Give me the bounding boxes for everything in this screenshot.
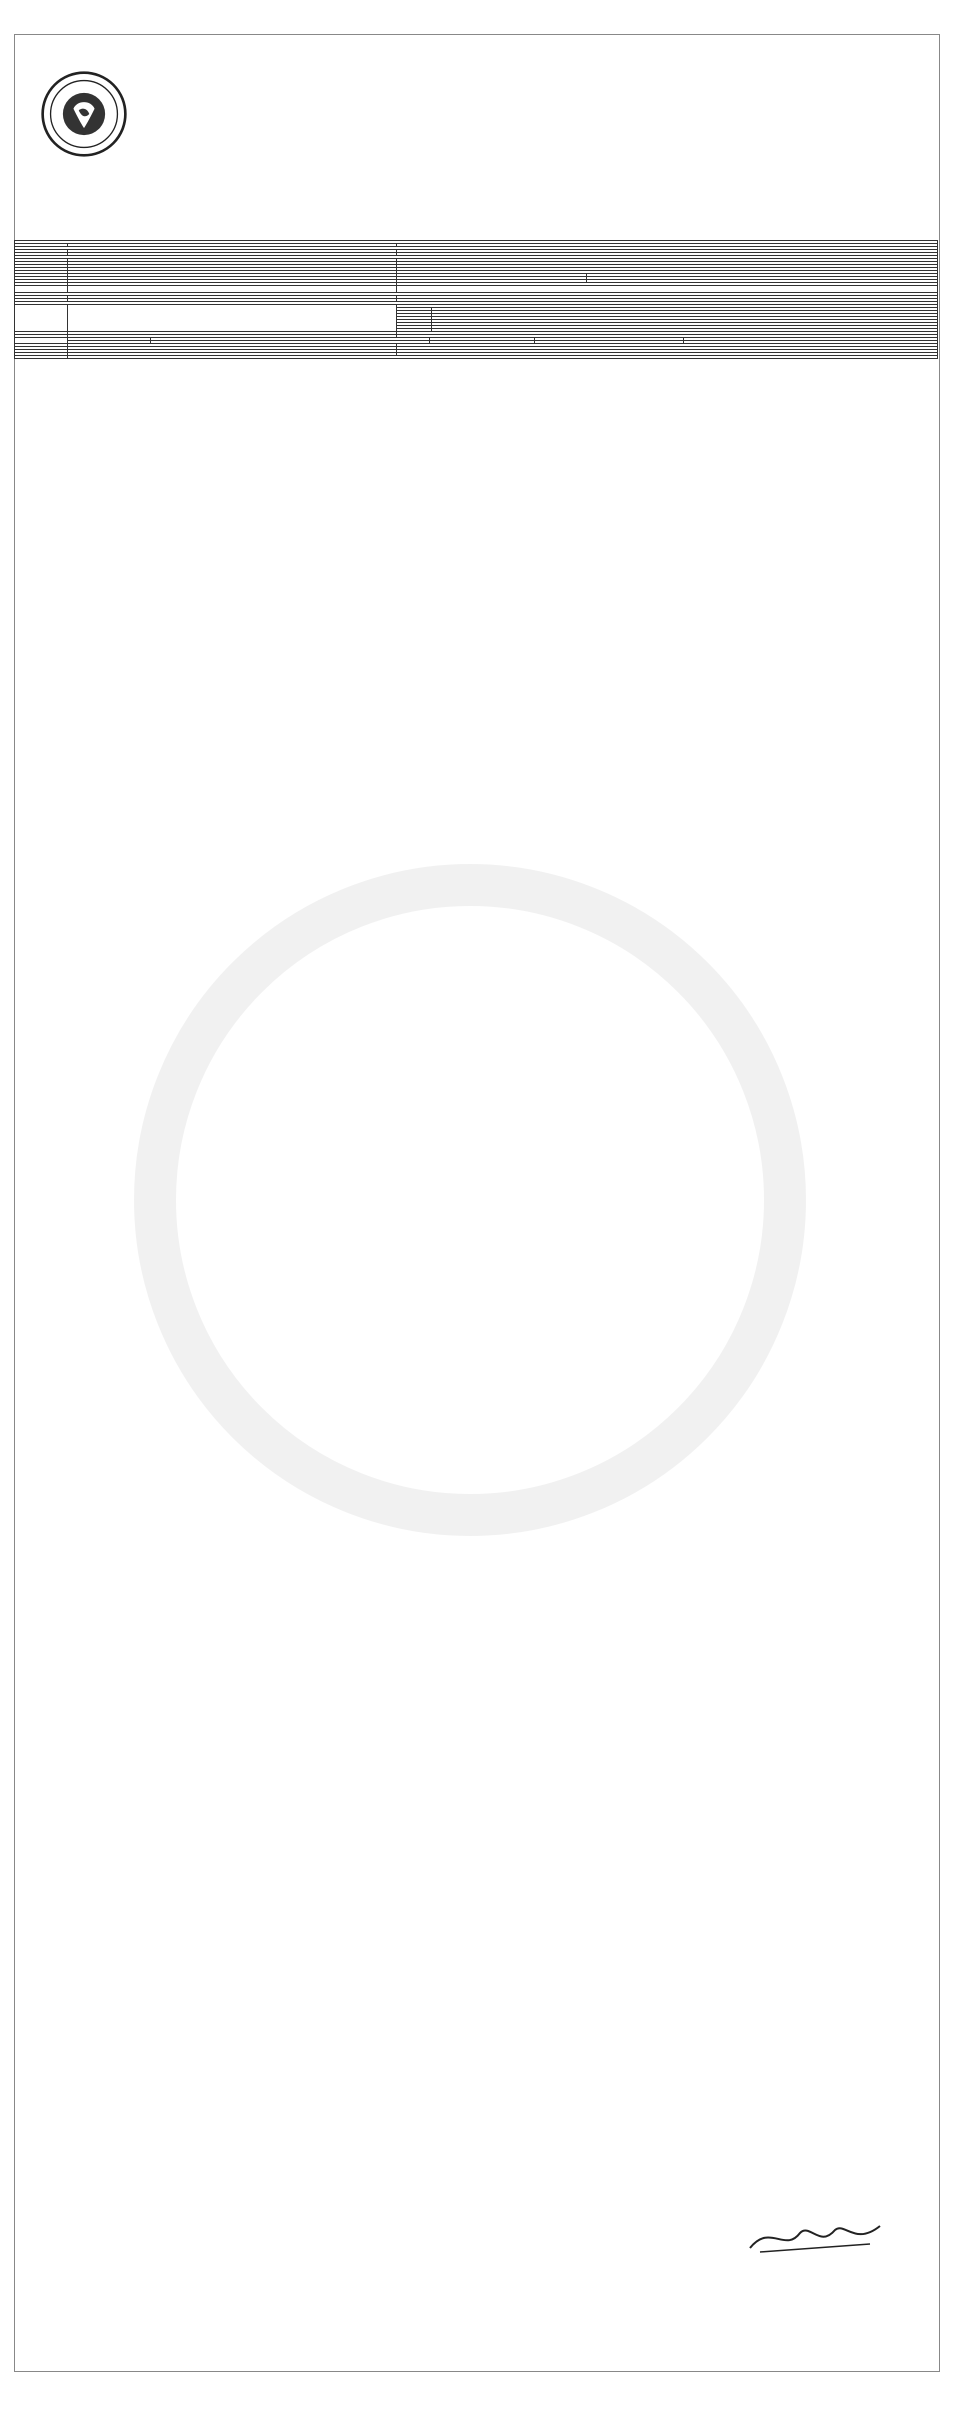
government-seal-logo bbox=[40, 70, 128, 158]
table-row bbox=[15, 356, 938, 359]
eligibility-table bbox=[397, 307, 937, 331]
date-block bbox=[810, 172, 822, 188]
table-row bbox=[15, 286, 938, 293]
package-table bbox=[68, 338, 937, 343]
page-border bbox=[14, 34, 940, 2372]
signature-scribble bbox=[740, 2218, 890, 2258]
tender-table bbox=[14, 240, 938, 359]
table-row bbox=[15, 305, 938, 332]
